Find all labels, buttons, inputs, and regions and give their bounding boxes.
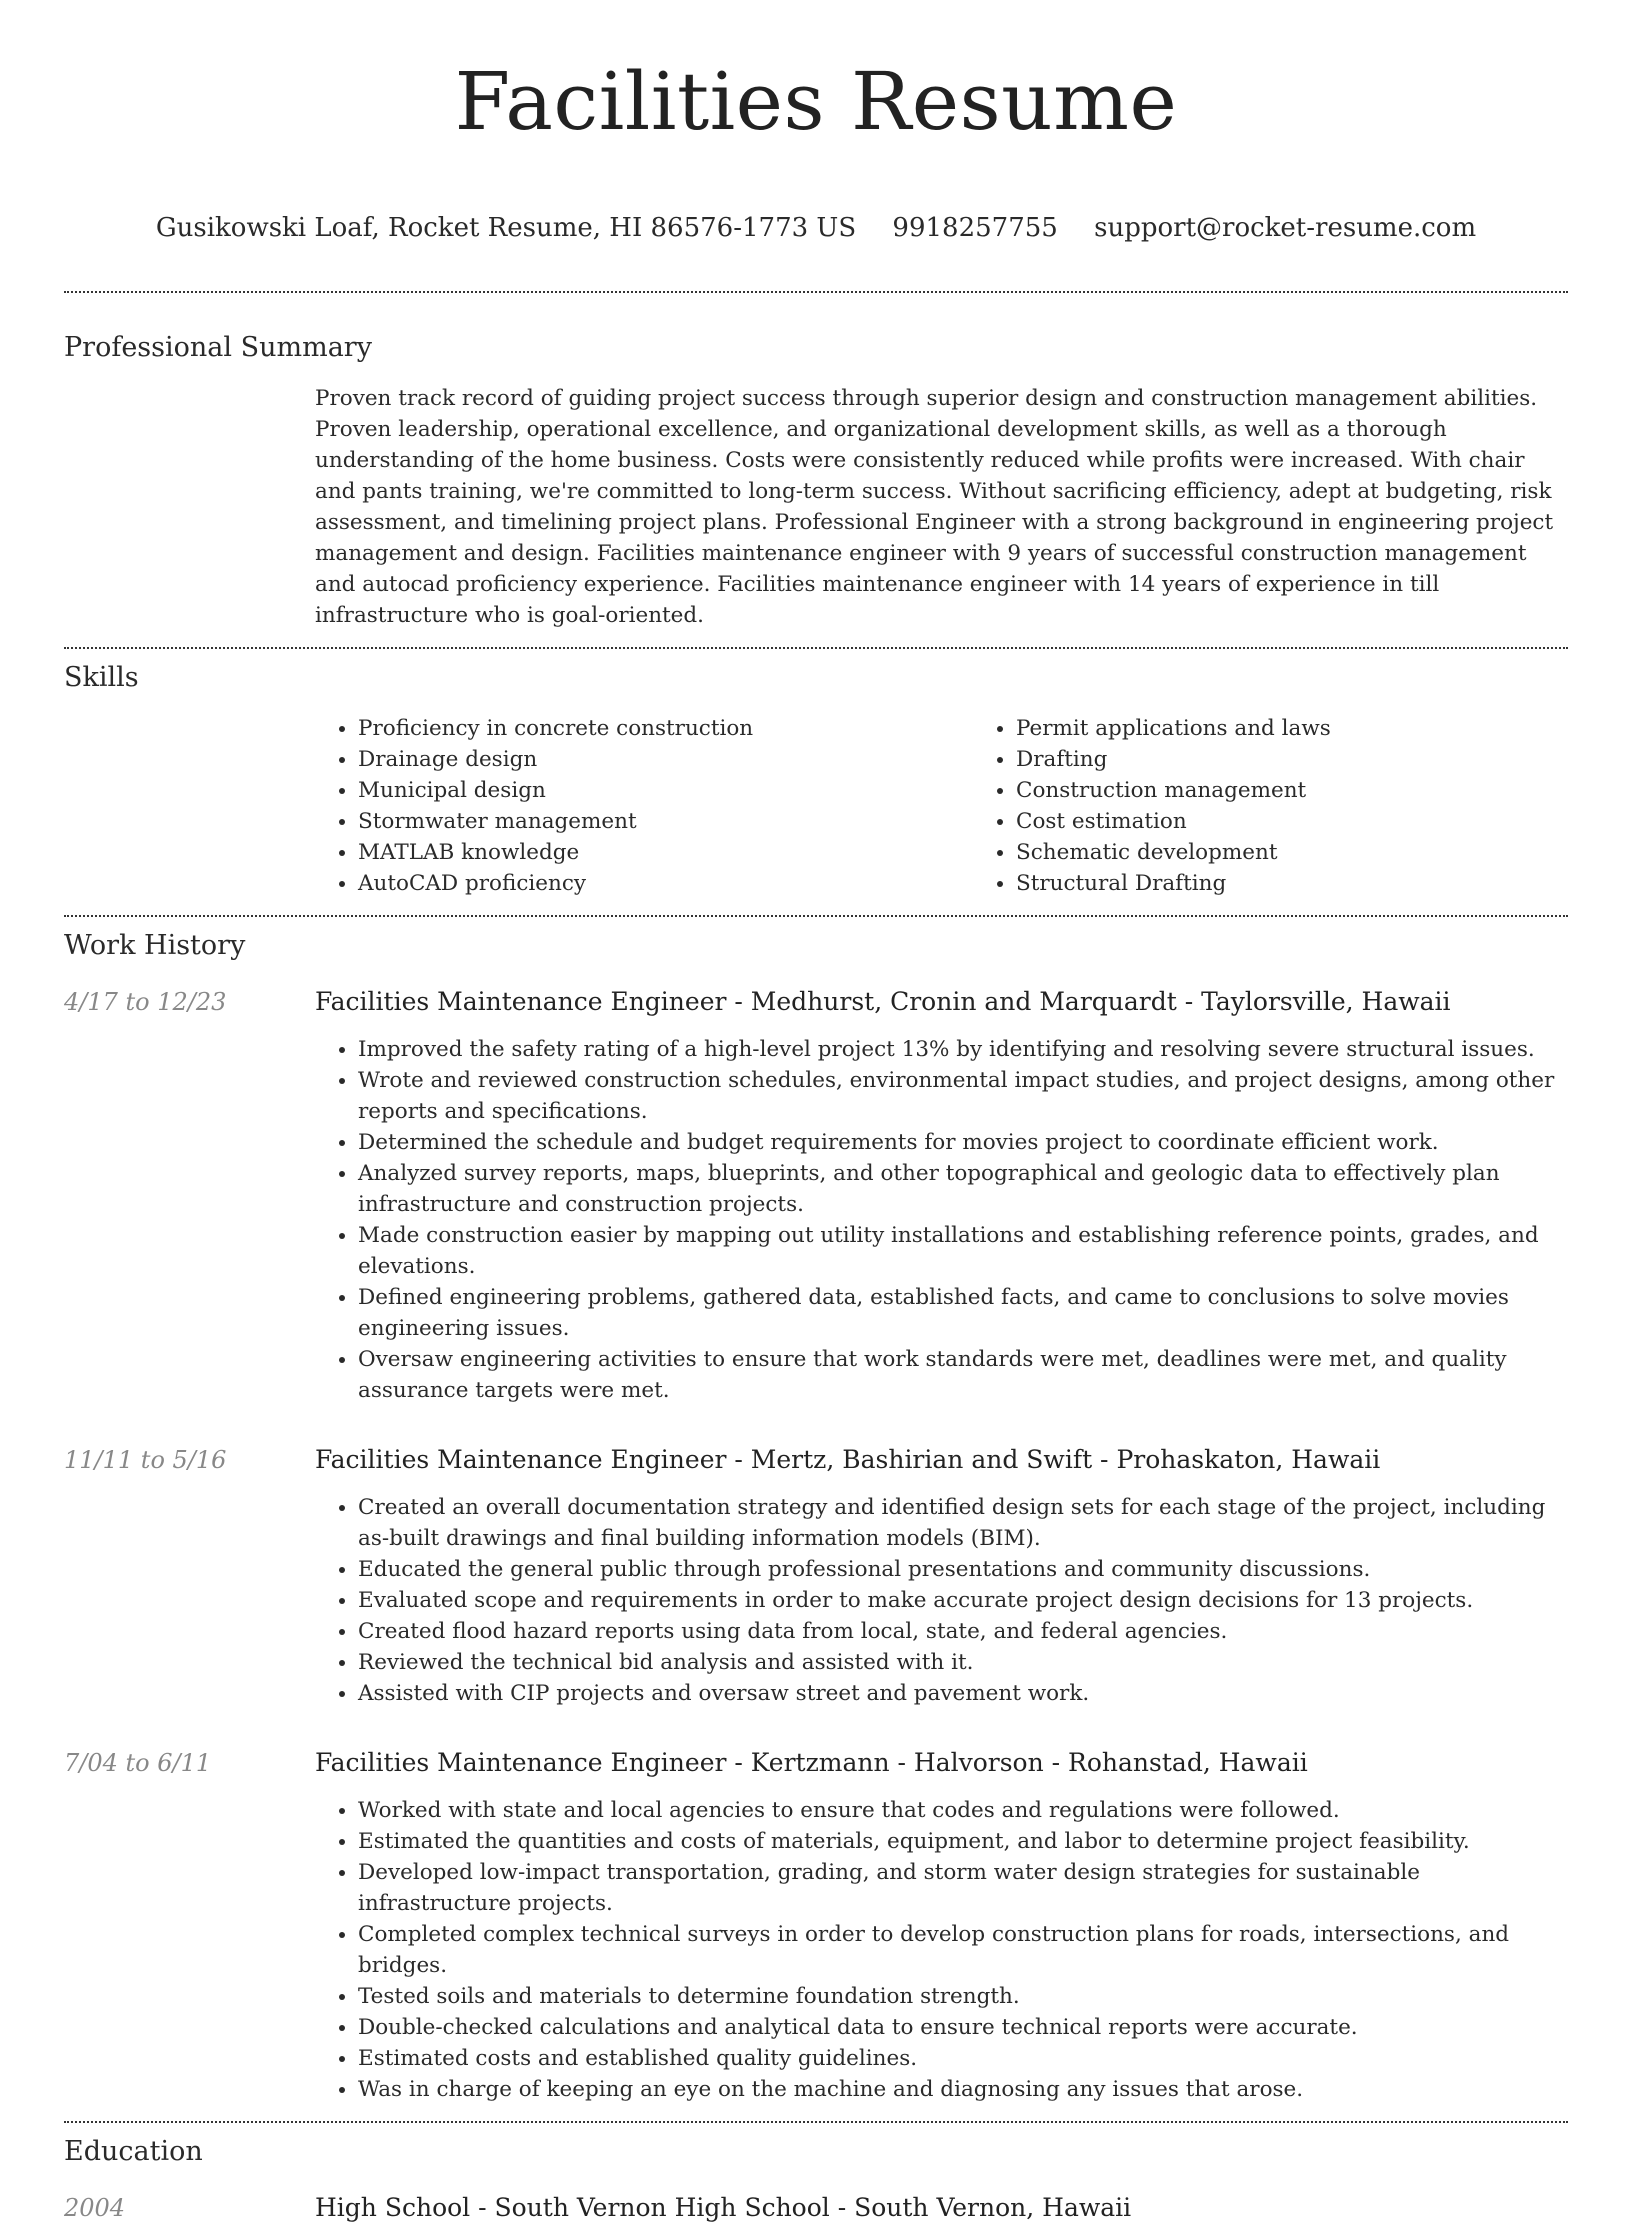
job-bullet: • Created flood hazard reports using data from local, state, and federal agencies. bbox=[358, 1616, 1568, 1647]
contact-phone: 9918257755 bbox=[892, 213, 1058, 243]
skill-item: • Drafting bbox=[1016, 744, 1631, 775]
contact-email: support@rocket-resume.com bbox=[1094, 213, 1477, 243]
job-bullet: • Developed low-impact transportation, grading, and storm water design strategies for sustainable infrastructure projects. bbox=[358, 1857, 1568, 1919]
job-bullet: • Made construction easier by mapping out utility installations and establishing reference points, grades, and elevations. bbox=[358, 1220, 1568, 1282]
education-title: High School - South Vernon High School - South Vernon, Hawaii bbox=[315, 2193, 1132, 2222]
divider bbox=[64, 915, 1568, 917]
skill-item: • Proficiency in concrete construction bbox=[358, 713, 973, 744]
job-entry bbox=[64, 1746, 1568, 2105]
job-dates: 4/17 to 12/23 bbox=[64, 988, 227, 1016]
summary-section bbox=[64, 331, 1568, 631]
skill-item: • Drainage design bbox=[358, 744, 973, 775]
resume-page bbox=[64, 0, 1568, 2225]
job-bullet: • Reviewed the technical bid analysis and assisted with it. bbox=[358, 1647, 1568, 1678]
education-entry bbox=[64, 2191, 1568, 2225]
skills-list-left bbox=[315, 713, 973, 899]
job-bullets bbox=[315, 1034, 1568, 1406]
job-entry bbox=[64, 1443, 1568, 1709]
divider bbox=[64, 647, 1568, 649]
job-dates: 7/04 to 6/11 bbox=[64, 1749, 212, 1777]
job-bullet: • Analyzed survey reports, maps, blueprints, and other topographical and geologic data to effectively plan infrastructure and construction projects. bbox=[358, 1158, 1568, 1220]
job-bullet: • Evaluated scope and requirements in order to make accurate project design decisions for 13 projects. bbox=[358, 1585, 1568, 1616]
skill-item: • AutoCAD proficiency bbox=[358, 868, 973, 899]
skill-item: • Stormwater management bbox=[358, 806, 973, 837]
contact-line bbox=[64, 212, 1568, 244]
job-bullet: • Oversaw engineering activities to ensure that work standards were met, deadlines were met, and quality assurance targets were met. bbox=[358, 1344, 1568, 1406]
skill-item: • Permit applications and laws bbox=[1016, 713, 1631, 744]
job-bullet: • Was in charge of keeping an eye on the machine and diagnosing any issues that arose. bbox=[358, 2074, 1568, 2105]
summary-heading: Professional Summary bbox=[64, 332, 372, 363]
work-history-section bbox=[64, 929, 1568, 2105]
skill-item: • Construction management bbox=[1016, 775, 1631, 806]
job-bullet: • Wrote and reviewed construction schedules, environmental impact studies, and project designs, among other reports and specifications. bbox=[358, 1065, 1568, 1127]
divider bbox=[64, 2121, 1568, 2123]
divider bbox=[64, 291, 1568, 293]
skill-item: • Municipal design bbox=[358, 775, 973, 806]
job-bullet: • Estimated the quantities and costs of materials, equipment, and labor to determine project feasibility. bbox=[358, 1826, 1568, 1857]
job-bullet: • Educated the general public through professional presentations and community discussions. bbox=[358, 1554, 1568, 1585]
job-bullet: • Estimated costs and established quality guidelines. bbox=[358, 2043, 1568, 2074]
skill-item: • Schematic development bbox=[1016, 837, 1631, 868]
job-bullet: • Tested soils and materials to determine foundation strength. bbox=[358, 1981, 1568, 2012]
job-bullet: • Double-checked calculations and analytical data to ensure technical reports were accurate. bbox=[358, 2012, 1568, 2043]
job-bullet: • Determined the schedule and budget requirements for movies project to coordinate efficient work. bbox=[358, 1127, 1568, 1158]
skills-list-right bbox=[973, 713, 1631, 899]
education-section bbox=[64, 2135, 1568, 2225]
skill-item: • Cost estimation bbox=[1016, 806, 1631, 837]
job-bullet: • Completed complex technical surveys in order to develop construction plans for roads, intersections, and bridges. bbox=[358, 1919, 1568, 1981]
education-dates: 2004 bbox=[64, 2194, 126, 2222]
job-bullet: • Assisted with CIP projects and oversaw street and pavement work. bbox=[358, 1678, 1568, 1709]
job-title: Facilities Maintenance Engineer - Medhurst, Cronin and Marquardt - Taylorsville, Hawaii bbox=[315, 987, 1451, 1016]
skills-section bbox=[64, 661, 1568, 899]
job-bullets bbox=[315, 1795, 1568, 2105]
contact-address: Gusikowski Loaf, Rocket Resume, HI 86576-1773 US bbox=[155, 213, 857, 243]
job-bullet: • Worked with state and local agencies to ensure that codes and regulations were followed. bbox=[358, 1795, 1568, 1826]
skill-item: • Structural Drafting bbox=[1016, 868, 1631, 899]
skills-heading: Skills bbox=[64, 662, 139, 693]
summary-text: Proven track record of guiding project success through superior design and construction management abilities. Proven leadership, operational excellence, and organizational development skills, as well as a thorough understanding of the home business. Costs were consistently reduced while profits were increased. With chair and pants training, we're committed to long-term success. Without sacrificing efficiency, adept at budgeting, risk assessment, and timelining project plans. Professional Engineer with a strong background in engineering project management and design. Facilities maintenance engineer with 9 years of successful construction management and autocad proficiency experience. Facilities maintenance engineer with 14 years of experience in till infrastructure who is goal-oriented. bbox=[315, 386, 1554, 628]
job-bullets bbox=[315, 1492, 1568, 1709]
education-heading: Education bbox=[64, 2136, 203, 2167]
job-title: Facilities Maintenance Engineer - Mertz, Bashirian and Swift - Prohaskaton, Hawaii bbox=[315, 1445, 1381, 1474]
job-bullet: • Created an overall documentation strategy and identified design sets for each stage of the project, including as-built drawings and final building information models (BIM). bbox=[358, 1492, 1568, 1554]
job-bullet: • Defined engineering problems, gathered data, established facts, and came to conclusions to solve movies engineering issues. bbox=[358, 1282, 1568, 1344]
resume-title: Facilities Resume bbox=[454, 55, 1178, 148]
skill-item: • MATLAB knowledge bbox=[358, 837, 973, 868]
job-bullet: • Improved the safety rating of a high-level project 13% by identifying and resolving severe structural issues. bbox=[358, 1034, 1568, 1065]
job-dates: 11/11 to 5/16 bbox=[64, 1446, 227, 1474]
job-entry bbox=[64, 985, 1568, 1406]
job-title: Facilities Maintenance Engineer - Kertzmann - Halvorson - Rohanstad, Hawaii bbox=[315, 1748, 1308, 1777]
work-history-heading: Work History bbox=[64, 930, 246, 961]
